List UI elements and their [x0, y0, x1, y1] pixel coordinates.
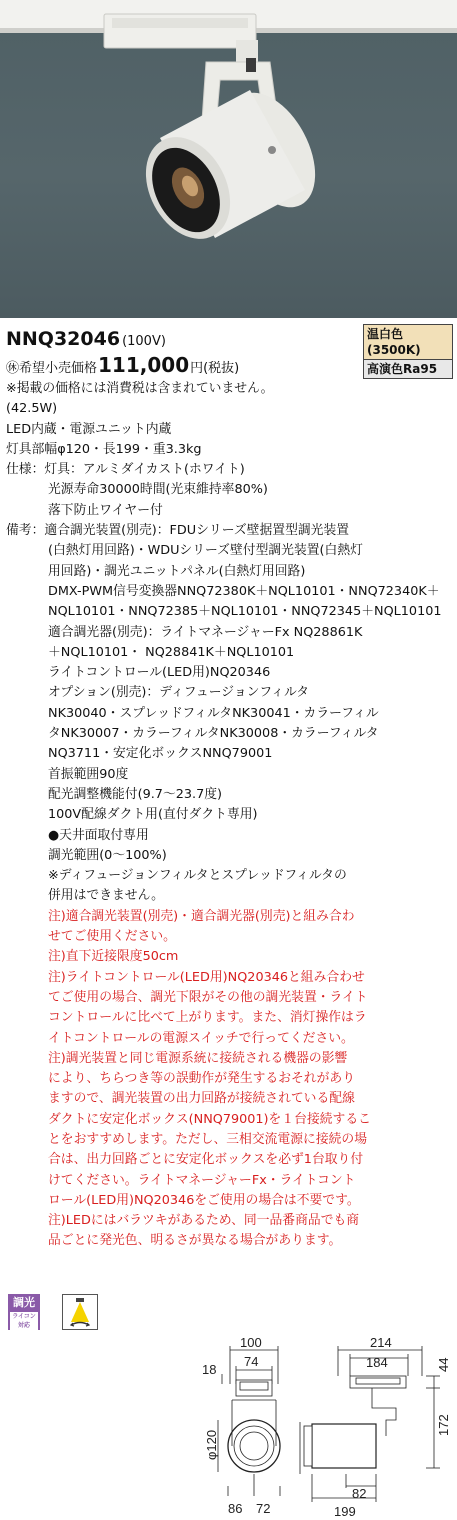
dimming-icon-sublabel: ライコン対応: [10, 1312, 38, 1330]
spec-line: (42.5W): [6, 401, 58, 417]
spec-line: オプション(別売)：ディフュージョンフィルタ: [48, 685, 310, 701]
spec-line: ライトコントロール(LED用)NQ20346: [48, 665, 271, 681]
dimension-drawing: [200, 1336, 455, 1520]
spec-line: ＋NQL10101・ NQ28841K＋NQL10101: [48, 644, 295, 660]
dim-front-diameter: φ120: [204, 1429, 219, 1460]
spec-line: ●天井面取付専用: [48, 827, 149, 843]
dim-front-top: 18: [202, 1362, 217, 1377]
note-line: 注)調光装置と同じ電源系統に接続される機器の影響: [48, 1050, 348, 1066]
spec-line: 光源寿命30000時間(光束維持率80%): [48, 482, 268, 498]
price-suffix: 円(税抜): [190, 361, 240, 376]
dim-side-inner: 184: [366, 1355, 388, 1370]
beam-angle-icon: [62, 1294, 98, 1330]
note-line: 注)適合調光装置(別売)・適合調光器(別売)と組み合わ: [48, 908, 355, 924]
note-line: 注)ライトコントロール(LED用)NQ20346と組み合わせ: [48, 969, 365, 985]
spec-line: 仕様：灯具：アルミダイカスト(ホワイト): [6, 462, 245, 478]
note-line: 合は、出力回路ごとに安定化ボックスを必ず1台取り付: [48, 1152, 364, 1168]
dim-side-length: 199: [334, 1504, 356, 1519]
spec-line: (白熱灯用回路)・WDUシリーズ壁付型調光装置(白熱灯: [48, 543, 363, 559]
model-number: NNQ32046: [6, 328, 121, 350]
spec-line: 適合調光器(別売)：ライトマネージャーFx NQ28861K: [48, 624, 363, 640]
color-temp-badge: 温白色(3500K): [363, 324, 453, 359]
cri-badge: 高演色Ra95: [363, 359, 453, 379]
spec-line: 併用はできません。: [48, 888, 164, 904]
spec-line: NQL10101・NNQ72385＋NQL10101・NNQ72345＋NQL10101: [48, 604, 442, 620]
note-line: 品ごとに発光色、明るさが異なる場合があります。: [48, 1233, 342, 1249]
dim-front-inner: 74: [244, 1354, 259, 1369]
dim-front-width: 100: [240, 1336, 262, 1350]
dimming-icon-label: 調光: [13, 1296, 35, 1309]
dim-front-bottom-right: 72: [256, 1501, 271, 1516]
spec-line: DMX-PWM信号変換器NNQ72380K＋NQL10101・NNQ72340K＋: [48, 583, 440, 599]
spec-line: 配光調整機能付(9.7〜23.7度): [48, 786, 223, 802]
price-line: [6, 353, 239, 377]
spec-text: [6, 379, 455, 1252]
spec-line: 灯具部幅φ120・長199・重3.3kg: [6, 441, 202, 457]
badge-group: [363, 324, 453, 379]
dim-front-bottom-left: 86: [228, 1501, 243, 1516]
price-prefix: ㊡希望小売価格: [6, 361, 98, 376]
note-line: ダクトに安定化ボックス(NNQ79001)を１台接続するこ: [48, 1111, 371, 1127]
spec-line: 首振範囲90度: [48, 766, 129, 782]
note-line: とをおすすめします。ただし、三相交流電源に接続の場: [48, 1131, 368, 1147]
spotlight-image: [0, 0, 457, 318]
dim-side-width: 214: [370, 1336, 392, 1350]
product-photo: [0, 0, 457, 318]
dim-side-bottom-inner: 82: [352, 1486, 367, 1501]
note-line: 注)LEDにはバラツキがあるため、同一品番商品でも商: [48, 1213, 360, 1229]
spec-line: タNK30007・カラーフィルタNK30008・カラーフィルタ: [48, 726, 379, 742]
spec-line: ※ディフュージョンフィルタとスプレッドフィルタの: [48, 868, 347, 884]
spec-line: NQ3711・安定化ボックスNNQ79001: [48, 746, 273, 762]
dim-side-height: 172: [436, 1414, 451, 1436]
voltage: (100V): [122, 334, 166, 349]
note-line: てご使用の場合、調光下限がその他の調光装置・ライト: [48, 989, 368, 1005]
spec-line: 備考：適合調光装置(別売)：FDUシリーズ壁据置型調光装置: [6, 523, 350, 539]
spec-line: LED内蔵・電源ユニット内蔵: [6, 421, 172, 437]
price-amount: 111,000: [98, 353, 190, 377]
spec-line: 調光範囲(0〜100%): [48, 847, 167, 863]
note-line: 注)直下近接限度50cm: [48, 949, 179, 965]
note-line: せてご使用ください。: [48, 929, 176, 945]
spec-line: 用回路)・調光ユニットパネル(白熱灯用回路): [48, 563, 306, 579]
spec-line: 100V配線ダクト用(直付ダクト専用): [48, 807, 258, 823]
spec-line: 落下防止ワイヤー付: [48, 502, 163, 518]
dim-side-top: 44: [436, 1357, 451, 1372]
note-line: により、ちらつき等の誤動作が発生するおそれがあり: [48, 1071, 355, 1087]
note-line: ロール(LED用)NQ20346をご使用の場合は不要です。: [48, 1192, 360, 1208]
note-line: けてください。ライトマネージャーFx・ライトコント: [48, 1172, 356, 1188]
note-line: コントロールに比べて上がります。また、消灯操作はラ: [48, 1010, 367, 1026]
note-line: ますので、調光装置の出力回路が接続されている配線: [48, 1091, 355, 1107]
spec-line: ※掲載の価格には消費税は含まれていません。: [6, 381, 274, 396]
spec-line: NK30040・スプレッドフィルタNK30041・カラーフィル: [48, 705, 379, 721]
note-line: イトコントロールの電源スイッチで行ってください。: [48, 1030, 354, 1046]
product-header: [6, 328, 166, 350]
dimming-icon: [8, 1294, 40, 1330]
